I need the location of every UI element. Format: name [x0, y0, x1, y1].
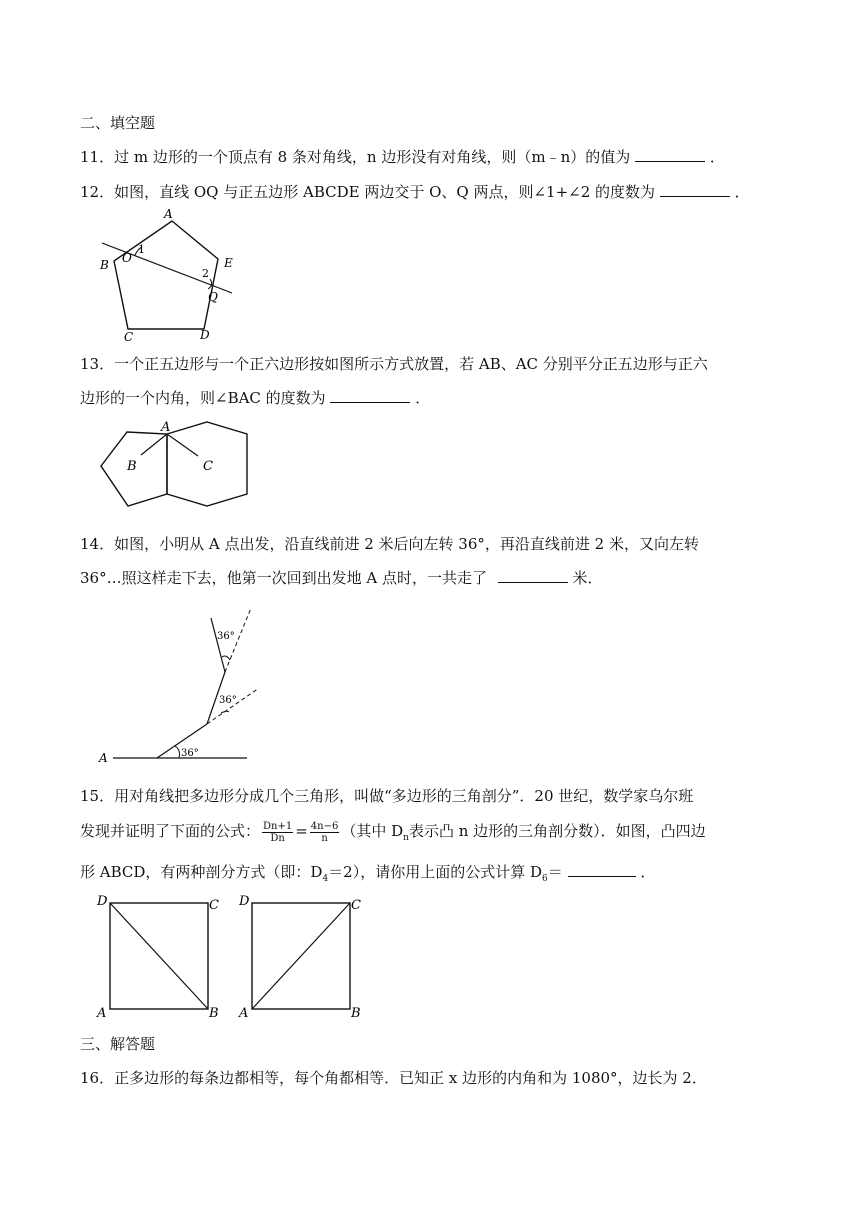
answer-blank-14[interactable] — [498, 568, 568, 583]
question-15-line3: 形 ABCD，有两种剖分方式（即：$D_4=2$），请你用上面的公式计算 $D_6=$ ． — [80, 863, 656, 884]
pentagon-hexagon-figure — [95, 420, 255, 515]
label-O: O — [122, 251, 132, 265]
label-B: B — [127, 459, 137, 474]
answer-blank-12[interactable] — [660, 182, 730, 197]
section-heading-answers: 三、解答题 — [80, 1035, 156, 1053]
right-label-B: B — [351, 1006, 361, 1021]
question-15-end: ． — [640, 863, 656, 881]
label-D: D — [200, 328, 210, 342]
right-label-A: A — [239, 1006, 249, 1021]
label-Q: Q — [208, 290, 218, 304]
answer-blank-15[interactable] — [568, 862, 636, 877]
question-15-note-b: 表示凸 n 边形的三角剖分数）．如图，凸四边 — [408, 822, 706, 840]
question-15-note-a: （其中 D — [341, 822, 404, 840]
question-11 — [80, 147, 725, 167]
square-triangulation-figure — [95, 893, 375, 1023]
label-C: C — [124, 330, 134, 344]
left-label-A: A — [97, 1006, 107, 1021]
label-A: A — [161, 420, 171, 435]
label-angle-1: 1 — [138, 243, 145, 256]
label-angle-c: 36° — [217, 631, 235, 642]
fraction-4n-6-over-n: $\frac{4n-6}{n}$ — [310, 820, 339, 844]
angle-arc-c — [222, 656, 230, 660]
label-A: A — [164, 207, 173, 221]
bisector-AC — [167, 434, 198, 456]
label-C: C — [203, 459, 213, 474]
question-12-text: 12．如图，直线 OQ 与正五边形 ABCDE 两边交于 O、Q 两点，则∠1+∠2 的度数为 — [80, 183, 656, 201]
right-label-D: D — [239, 894, 250, 909]
question-11-end: ． — [709, 148, 725, 166]
extension-dashed-1 — [207, 688, 259, 724]
equals-sign: = — [295, 822, 308, 840]
label-A: A — [99, 751, 108, 765]
left-label-B: B — [209, 1006, 219, 1021]
fraction-d-ratio: $\frac{Dn+1}{Dn}$ — [263, 820, 293, 844]
diagonal-DB — [110, 903, 208, 1009]
label-angle-b: 36° — [219, 695, 237, 706]
question-14-line2 — [80, 568, 603, 588]
label-angle-2: 2 — [202, 267, 209, 280]
left-label-D: D — [97, 894, 108, 909]
label-E: E — [224, 256, 233, 270]
question-16: 16．正多边形的每条边都相等，每个角都相等．已知正 x 边形的内角和为 1080°，边长为 2． — [80, 1069, 707, 1087]
section-heading-fill-in: 二、填空题 — [80, 114, 156, 132]
question-12 — [80, 182, 750, 202]
label-B: B — [100, 258, 109, 272]
question-12-end: ． — [734, 183, 750, 201]
question-11-text: 11．过 m 边形的一个顶点有 8 条对角线，n 边形没有对角线，则（m﹣n）的值为 — [80, 148, 631, 166]
question-14-text: 36°…照这样走下去，他第一次回到出发地 A 点时，一共走了 — [80, 569, 487, 587]
path-segment-3 — [211, 618, 225, 672]
label-angle-a: 36° — [181, 748, 199, 759]
angle-arc-a — [175, 746, 180, 758]
right-label-C: C — [351, 898, 361, 913]
pentagon-figure — [92, 205, 242, 345]
question-13-line1: 13．一个正五边形与一个正六边形按如图所示方式放置，若 AB、AC 分别平分正五边形与正六 — [80, 355, 708, 373]
question-14-end: 米． — [572, 569, 603, 587]
question-13-line2 — [80, 388, 430, 408]
bisector-AB — [141, 434, 167, 455]
question-13-text: 边形的一个内角，则∠BAC 的度数为 — [80, 389, 326, 407]
question-15-line2: 发现并证明了下面的公式： $\frac{Dn+1}{Dn}$ = $\frac{4n-6}{n}$ （其中 $D_n$表示凸 n 边形的三角剖分数）．如图，凸四边 — [80, 820, 706, 844]
answer-blank-11[interactable] — [635, 147, 705, 162]
diagonal-AC — [252, 903, 350, 1009]
question-13-end: ． — [415, 389, 431, 407]
answer-blank-13[interactable] — [330, 388, 410, 403]
question-15-line1: 15．用对角线把多边形分成几个三角形，叫做“多边形的三角剖分”．20 世纪，数学家乌尔班 — [80, 787, 694, 805]
question-14-line1: 14．如图，小明从 A 点出发，沿直线前进 2 米后向左转 36°，再沿直线前进 2 米，又向左转 — [80, 535, 699, 553]
walking-path-figure — [95, 606, 275, 766]
left-label-C: C — [209, 898, 219, 913]
question-15-intro: 发现并证明了下面的公式： — [80, 822, 261, 840]
